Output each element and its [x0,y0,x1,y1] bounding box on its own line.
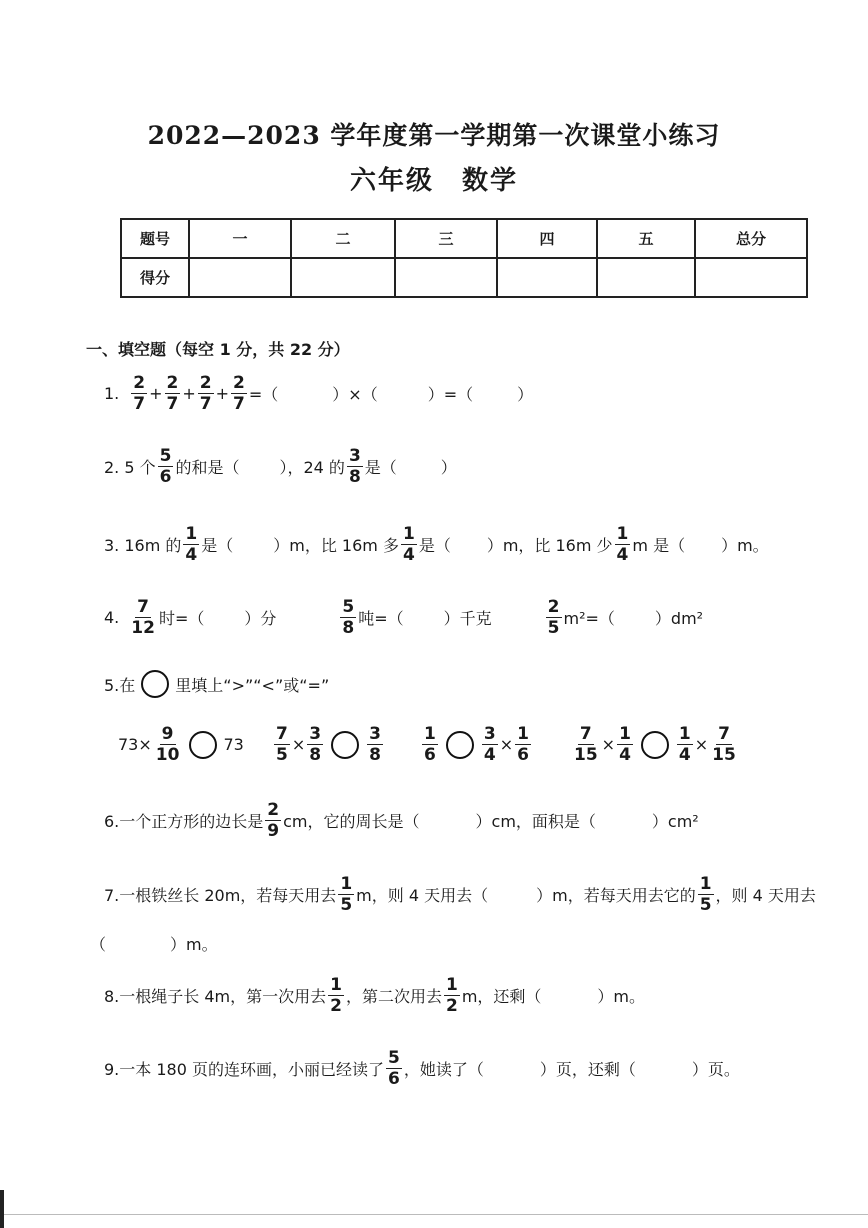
fraction: $\frac{1}{4}$ [402,524,415,565]
score-cell: 一 [189,219,291,258]
fraction: $\frac{1}{4}$ [185,524,198,565]
comparison-2: $\frac{7}{5}$ × $\frac{3}{8}$ $\frac{3}{8}$ [276,724,381,765]
fraction: $\frac{1}{5}$ [340,874,353,915]
fraction: $\frac{5}{8}$ [342,597,355,638]
score-cell: 三 [395,219,497,258]
fraction: $\frac{7}{15}$ [712,724,736,765]
fraction: $\frac{2}{7}$ [233,373,245,414]
question-6: 6.一个正方形的边长是 $\frac{2}{9}$ cm，它的周长是（ ）cm，面积是（ ）cm² [104,800,699,841]
question-9: 9.一本 180 页的连环画，小丽已经读了 $\frac{5}{6}$ ，她读了（ ）页，还剩（ ）页。 [104,1048,740,1089]
score-input-cell[interactable] [695,258,807,297]
comparison-3: $\frac{1}{6}$ $\frac{3}{4}$ × $\frac{1}{6}$ [424,724,529,765]
fraction: $\frac{2}{5}$ [547,597,560,638]
fraction: $\frac{1}{5}$ [699,874,712,915]
fraction: $\frac{1}{6}$ [424,724,436,765]
fraction: $\frac{1}{4}$ [678,724,691,765]
fraction: $\frac{7}{15}$ [574,724,598,765]
fraction: $\frac{9}{10}$ [155,724,180,765]
fraction: $\frac{3}{8}$ [309,724,322,765]
score-cell: 五 [597,219,695,258]
page-bottom-line [4,1214,868,1215]
compare-circle[interactable] [446,731,474,759]
fraction: $\frac{7}{12}$ [131,597,155,638]
score-cell: 总分 [695,219,807,258]
fraction: $\frac{1}{2}$ [330,975,342,1016]
score-cell: 四 [497,219,597,258]
score-table-score-row [121,258,807,297]
section-heading: 一、填空题（每空 1 分，共 22 分） [86,340,350,359]
score-table-header-row [121,219,807,258]
question-7-continued: （ ）m。 [90,935,218,954]
page-title: 2022—2023 学年度第一学期第一次课堂小练习 [147,121,721,150]
question-7: 7.一根铁丝长 20m，若每天用去 $\frac{1}{5}$ m，则 4 天用去（ ）m，若每天用去它的 $\frac{1}{5}$ ，则 4 天用去 [104,874,816,915]
score-input-cell[interactable] [597,258,695,297]
question-8: 8.一根绳子长 4m，第一次用去 $\frac{1}{2}$ ，第二次用去 $\frac{1}{2}$ m，还剩（ ）m。 [104,975,646,1016]
score-cell: 得分 [121,258,189,297]
compare-circle[interactable] [641,731,669,759]
fraction: $\frac{3}{8}$ [348,446,361,487]
score-input-cell[interactable] [291,258,395,297]
question-2: 2. 5 个 $\frac{5}{6}$ 的和是（ ），24 的 $\frac{3}{8}$ 是（ ） [104,446,457,487]
fraction: $\frac{7}{5}$ [276,724,288,765]
circle-icon [141,670,169,698]
fraction: $\frac{3}{8}$ [369,724,381,765]
score-table [120,218,808,298]
question-4: 4. $\frac{7}{12}$ 时=（ ）分 $\frac{5}{8}$ 吨=（ ）千克 $\frac{2}{5}$ m²=（ ）dm² [104,597,704,638]
fraction: $\frac{5}{6}$ [159,446,172,487]
fraction: $\frac{1}{6}$ [517,724,529,765]
fraction: $\frac{2}{9}$ [267,800,280,841]
scan-edge [0,1190,4,1228]
fraction: $\frac{5}{6}$ [387,1048,400,1089]
fraction: $\frac{2}{7}$ [166,373,179,414]
compare-circle[interactable] [331,731,359,759]
fraction: $\frac{1}{4}$ [619,724,631,765]
fraction: $\frac{2}{7}$ [133,373,146,414]
page-subtitle: 六年级 数学 [349,166,518,196]
score-input-cell[interactable] [189,258,291,297]
comparison-1: 73× $\frac{9}{10}$ 73 [118,724,244,765]
score-input-cell[interactable] [395,258,497,297]
fraction: $\frac{1}{4}$ [616,524,629,565]
score-input-cell[interactable] [497,258,597,297]
question-1: 1. $\frac{2}{7}$ + $\frac{2}{7}$ + $\frac{2}{7}$ + $\frac{2}{7}$ =（ ）×（ ）=（ ） [104,373,534,414]
score-cell: 题号 [121,219,189,258]
question-3: 3. 16m 的 $\frac{1}{4}$ 是（ ）m，比 16m 多 $\frac{1}{4}$ 是（ ）m，比 16m 少 $\frac{1}{4}$ m 是（ ）m。 [104,524,769,565]
question-5: 5.在 里填上“>”“<”或“=” [104,670,329,698]
score-cell: 二 [291,219,395,258]
fraction: $\frac{3}{4}$ [483,724,496,765]
comparison-4: $\frac{7}{15}$ × $\frac{1}{4}$ $\frac{1}{4}$ × $\frac{7}{15}$ [574,724,736,765]
compare-circle[interactable] [189,731,217,759]
fraction: $\frac{2}{7}$ [199,373,212,414]
fraction: $\frac{1}{2}$ [445,975,458,1016]
